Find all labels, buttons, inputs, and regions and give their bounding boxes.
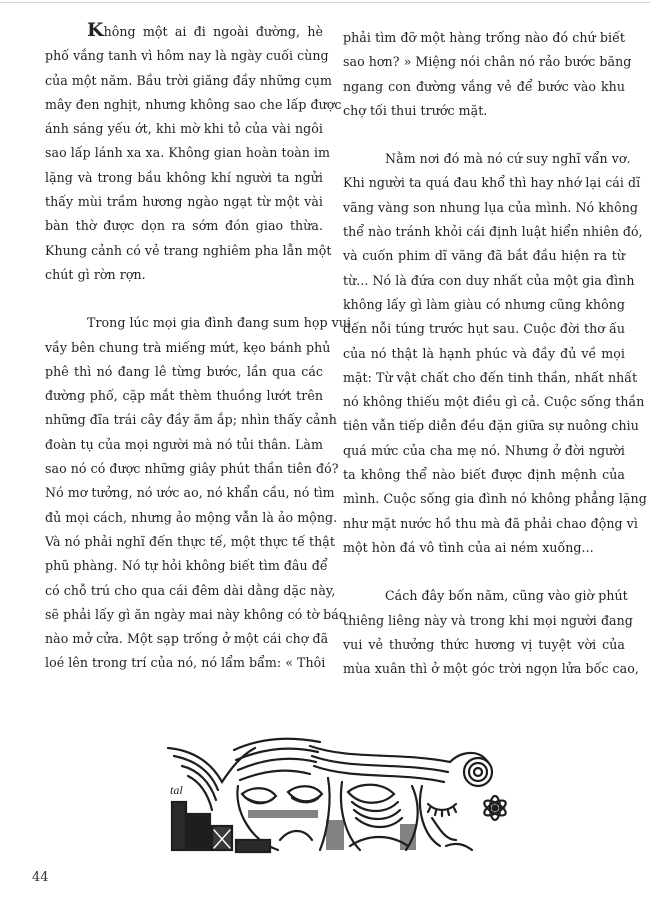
text-line [45, 20, 323, 44]
text-line: Cách đây bốn năm, cũng vào giờ phút [385, 588, 628, 604]
text-line: mặt: Từ vật chất cho đến tinh thần, nhất nhất [343, 369, 638, 385]
bottle [172, 802, 186, 850]
text-line: thiêng liêng này và trong khi mọi người đang [343, 612, 633, 628]
text-line-rest: hông một ai đi ngoài đường, hè [103, 24, 323, 39]
text-line: phũ phàng. Nó tự hỏi không biết tìm đâu để [45, 558, 328, 574]
text-line: thấy mùi trầm hương ngào ngạt từ một vài [45, 194, 323, 210]
text-line: sao hơn? » Miệng nói chân nó rảo bước băng [343, 54, 632, 70]
text-line: quá mức của cha mẹ nó. Nhưng ở đời người [343, 442, 625, 458]
text-line: vui vẻ thưởng thức hương vị tuyệt vời của [343, 636, 625, 652]
text-line: bàn thờ được dọn ra sớm đón giao thừa. [45, 218, 323, 234]
text-line: như mặt nước hồ thu mà đã phải chao động vì [343, 515, 638, 531]
text-line: không lấy gì làm giàu có nhưng cũng không [343, 296, 625, 312]
text-line: mùa xuân thì ở một góc trời ngọn lửa bốc cao, [343, 661, 639, 677]
right-column [343, 26, 647, 681]
paragraph [343, 147, 647, 560]
text-line: chút gì rờn rợn. [45, 266, 146, 282]
text-line: lặng và trong bầu không khí người ta ngửi [45, 169, 323, 185]
text-line: tiên vẫn tiếp diễn đều đặn giữa sự nuông chiu [343, 418, 639, 434]
text-line: nào mở cửa. Một sạp trống ở một cái chợ đã [45, 631, 329, 647]
text-line: của một năm. Bầu trời giăng đầy những cụm [45, 72, 332, 88]
text-line: đủ mọi cách, nhưng ảo mộng vẫn là ảo mộng. [45, 509, 338, 525]
text-line: đoàn tụ của mọi người mà nó tủi thân. Làm [45, 436, 323, 452]
flower [482, 796, 508, 820]
text-line: ánh sáng yếu ớt, khi mờ khi tỏ của vài ngôi [45, 121, 323, 137]
text-line: sẽ phải lấy gì ăn ngày mai này không có tờ báo [45, 606, 347, 622]
text-line: đường phố, cặp mắt thèm thuồng lướt trên [45, 388, 323, 404]
text-line: và cuốn phim dĩ vãng đã bắt đầu hiện ra từ [343, 248, 625, 264]
text-line: Nằm nơi đó mà nó cứ suy nghĩ vẩn vơ. [385, 151, 631, 167]
woman-closed-eye [428, 804, 456, 810]
text-line: những đĩa trái cây đầy ăm ắp; nhìn thấy cảnh [45, 412, 337, 428]
text-line: phê thì nó đang lê từng bước, lần qua các [45, 363, 323, 379]
paragraph [343, 584, 639, 681]
text-line: đến nỗi túng trước hụt sau. Cuộc đời thơ ấu [343, 321, 625, 337]
text-line: sao lấp lánh xa xa. Không gian hoàn toàn im [45, 145, 331, 161]
text-line: Và nó phải nghĩ đến thực tế, một thực tế thật [45, 533, 335, 549]
text-line: mây đen nghịt, nhưng không sao che lấp được [45, 96, 342, 112]
paragraph [343, 26, 632, 123]
text-line: một hòn đá vô tình của ai ném xuống... [343, 539, 594, 555]
text-line: ta không thể nào biết được định mệnh của [343, 467, 625, 483]
drop-cap: K [87, 19, 104, 41]
center-mask-eye [348, 785, 394, 803]
text-line: từ... Nó là đứa con duy nhất của một gia đình [343, 272, 635, 288]
text-line: Khi người ta quá đau khổ thì hay nhớ lại cái dĩ [343, 175, 641, 191]
paragraph [45, 311, 352, 675]
text-line: Nó mơ tưởng, nó ước ao, nó khẩn cầu, nó tìm [45, 485, 335, 501]
paragraph-gap [343, 123, 625, 147]
text-line: thể nào tránh khỏi cái định luật hiển nhiên đó, [343, 224, 643, 240]
left-mask-mouth [280, 831, 312, 840]
artist-signature: tal [170, 783, 183, 797]
paragraph [45, 19, 342, 287]
text-line: ngang con đường vắng vẻ để bước vào khu [343, 78, 625, 94]
text-line: sao nó có được những giây phút thần tiên đó? [45, 461, 339, 477]
page-number: 44 [32, 870, 49, 885]
text-line: vãng vàng son nhung lụa của mình. Nó không [343, 199, 638, 215]
text-line: mình. Cuộc sống gia đình nó không phẳng lặng [343, 491, 647, 507]
text-line: chợ tối thui trước mặt. [343, 102, 488, 118]
text-line: Trong lúc mọi gia đình đang sum họp vui [87, 315, 352, 331]
text-line: phố vắng tanh vì hôm nay là ngày cuối cùng [45, 48, 329, 64]
center-mask-mouth [350, 837, 408, 846]
left-column [45, 19, 352, 676]
masks-illustration [160, 690, 510, 855]
text-line: phải tìm đỡ một hàng trống nào đó chứ biết [343, 30, 625, 45]
paragraph-gap [343, 560, 625, 584]
text-line: có chỗ trú cho qua cái đêm dài dằng dặc này, [45, 582, 336, 598]
text-line: của nó thật là hạnh phúc và đầy đủ về mọi [343, 345, 625, 361]
text-line: loé lên trong trí của nó, nó lẩm bẩm: « Thôi [45, 655, 326, 671]
hair-swoop [310, 746, 488, 762]
page-top-border [0, 2, 650, 3]
text-line: nó không thiếu một điều gì cả. Cuộc sống thần [343, 394, 645, 410]
text-line: Khung cảnh có vẻ trang nghiêm pha lẫn một [45, 242, 332, 258]
paragraph-gap [45, 287, 323, 311]
text-line: vầy bên chung trà miếng mứt, kẹo bánh phủ [45, 339, 331, 355]
